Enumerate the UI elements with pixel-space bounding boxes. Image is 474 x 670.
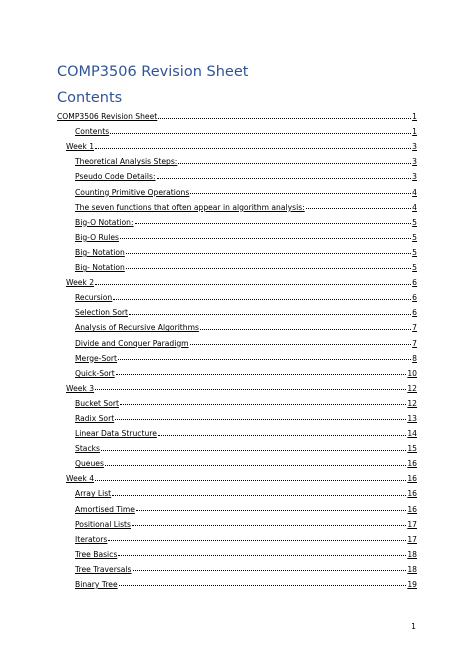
toc-entry[interactable]: [75, 394, 417, 409]
toc-entry[interactable]: [75, 424, 417, 439]
toc-entry-label: The seven functions that often appear in algorithm analysis:: [75, 202, 305, 212]
toc-entry-page: 16: [407, 474, 417, 484]
toc-dot-leader: [95, 382, 406, 390]
toc-dot-leader: [126, 246, 411, 254]
toc-entry-label: Selection Sort: [75, 308, 128, 318]
toc-entry-page: 3: [412, 172, 417, 182]
toc-entry-label: Divide and Conquer Paradigm: [75, 338, 189, 348]
toc-dot-leader: [133, 563, 407, 571]
toc-entry-page: 12: [407, 383, 417, 393]
toc-dot-leader: [190, 337, 412, 345]
toc-heading: Contents: [57, 90, 123, 106]
toc-entry[interactable]: [75, 258, 417, 273]
toc-entry[interactable]: [75, 228, 417, 243]
toc-dot-leader: [118, 352, 411, 360]
toc-entry-page: 5: [412, 247, 417, 257]
toc-dot-leader: [306, 201, 411, 209]
toc-entry-label: Iterators: [75, 534, 108, 544]
toc-dot-leader: [118, 548, 406, 556]
toc-entry-page: 6: [412, 308, 417, 318]
toc-entry[interactable]: [75, 484, 417, 499]
toc-entry-page: 12: [407, 398, 417, 408]
toc-entry-page: 6: [412, 293, 417, 303]
toc-dot-leader: [116, 367, 407, 375]
toc-dot-leader: [158, 111, 411, 119]
table-of-contents: [57, 107, 417, 590]
toc-entry[interactable]: [75, 439, 417, 454]
page-number: 1: [411, 622, 416, 631]
toc-entry-page: 17: [407, 519, 417, 529]
toc-entry[interactable]: [75, 182, 417, 197]
toc-entry-page: 16: [407, 504, 417, 514]
toc-entry[interactable]: [75, 122, 417, 137]
toc-entry[interactable]: [75, 333, 417, 348]
toc-entry-label: Radix Sort: [75, 413, 115, 423]
toc-dot-leader: [135, 216, 412, 224]
toc-entry-label: Stacks: [75, 444, 100, 454]
toc-dot-leader: [101, 443, 406, 451]
toc-entry[interactable]: [75, 515, 417, 530]
toc-dot-leader: [95, 473, 406, 481]
toc-entry-label: Tree Basics: [75, 549, 118, 559]
toc-entry[interactable]: [57, 107, 417, 122]
toc-entry-label: Binary Tree: [75, 580, 118, 589]
toc-entry[interactable]: [75, 243, 417, 258]
toc-entry-label: Big-O Notation:: [75, 217, 134, 227]
toc-entry-label: Week 1: [66, 142, 95, 152]
toc-dot-leader: [108, 533, 406, 541]
toc-entry[interactable]: [75, 318, 417, 333]
toc-entry-page: 18: [407, 549, 417, 559]
toc-entry-page: 16: [407, 459, 417, 469]
toc-entry-page: 15: [407, 444, 417, 454]
toc-entry-page: 8: [412, 353, 417, 363]
toc-entry-page: 4: [412, 202, 417, 212]
toc-entry-page: 17: [407, 534, 417, 544]
toc-entry[interactable]: [75, 288, 417, 303]
toc-entry-label: Linear Data Structure: [75, 429, 157, 439]
toc-dot-leader: [157, 171, 412, 179]
toc-entry-label: Bucket Sort: [75, 398, 119, 408]
toc-dot-leader: [112, 488, 406, 496]
toc-entry[interactable]: [75, 454, 417, 469]
toc-entry-label: Big- Notation: [75, 247, 125, 257]
toc-entry[interactable]: [75, 560, 417, 575]
toc-entry[interactable]: [75, 575, 417, 590]
toc-entry[interactable]: [75, 152, 417, 167]
toc-entry[interactable]: [66, 273, 417, 288]
toc-dot-leader: [129, 307, 411, 315]
toc-dot-leader: [120, 397, 406, 405]
toc-dot-leader: [132, 518, 406, 526]
toc-entry-label: Merge-Sort: [75, 353, 118, 363]
toc-entry-label: Amortised Time: [75, 504, 135, 514]
toc-entry-label: Tree Traversals: [75, 564, 132, 574]
toc-entry-page: 18: [407, 564, 417, 574]
toc-entry-label: Positional Lists: [75, 519, 131, 529]
toc-entry-page: 6: [412, 278, 417, 288]
toc-entry-page: 3: [412, 157, 417, 167]
toc-entry-page: 5: [412, 263, 417, 273]
toc-entry[interactable]: [75, 167, 417, 182]
toc-entry-page: 7: [412, 323, 417, 333]
toc-entry[interactable]: [66, 469, 417, 484]
toc-entry-label: Queues: [75, 459, 104, 469]
toc-dot-leader: [115, 412, 406, 420]
toc-entry-label: Quick-Sort: [75, 368, 115, 378]
toc-dot-leader: [200, 322, 411, 330]
toc-dot-leader: [178, 156, 411, 164]
toc-entry-page: 3: [412, 142, 417, 152]
toc-entry-page: 7: [412, 338, 417, 348]
toc-dot-leader: [95, 277, 411, 285]
toc-entry[interactable]: [75, 364, 417, 379]
toc-dot-leader: [120, 231, 411, 239]
document-title: COMP3506 Revision Sheet: [57, 64, 249, 80]
toc-dot-leader: [95, 141, 411, 149]
toc-entry-label: COMP3506 Revision Sheet: [57, 112, 158, 122]
toc-entry-page: 1: [412, 112, 417, 122]
toc-dot-leader: [119, 578, 407, 586]
toc-entry[interactable]: [75, 303, 417, 318]
toc-entry-page: 4: [412, 187, 417, 197]
toc-dot-leader: [126, 261, 411, 269]
toc-entry-label: Week 4: [66, 474, 95, 484]
toc-entry[interactable]: [75, 349, 417, 364]
toc-dot-leader: [113, 292, 411, 300]
toc-entry[interactable]: [66, 137, 417, 152]
toc-dot-leader: [136, 503, 406, 511]
toc-entry-page: 16: [407, 489, 417, 499]
toc-entry[interactable]: [75, 499, 417, 514]
toc-entry-label: Week 3: [66, 383, 95, 393]
toc-entry-label: Array List: [75, 489, 112, 499]
toc-dot-leader: [190, 186, 411, 194]
toc-entry-page: 19: [407, 580, 417, 589]
toc-entry[interactable]: [75, 198, 417, 213]
toc-entry-page: 5: [412, 232, 417, 242]
toc-entry[interactable]: [75, 530, 417, 545]
toc-entry-label: Recursion: [75, 293, 113, 303]
toc-entry-label: Week 2: [66, 278, 95, 288]
toc-entry[interactable]: [75, 213, 417, 228]
toc-entry-label: Counting Primitive Operations: [75, 187, 190, 197]
toc-dot-leader: [105, 458, 406, 466]
toc-entry-page: 14: [407, 429, 417, 439]
toc-entry[interactable]: [75, 409, 417, 424]
toc-dot-leader: [110, 126, 411, 134]
toc-entry-page: 5: [412, 217, 417, 227]
toc-entry-label: Theoretical Analysis Steps:: [75, 157, 178, 167]
toc-entry-page: 13: [407, 413, 417, 423]
toc-entry[interactable]: [66, 379, 417, 394]
toc-entry-label: Contents: [75, 127, 110, 137]
toc-entry-label: Big-O Rules: [75, 232, 119, 242]
toc-dot-leader: [158, 428, 406, 436]
toc-entry-label: Big- Notation: [75, 263, 125, 273]
toc-entry[interactable]: [75, 545, 417, 560]
toc-entry-page: 1: [412, 127, 417, 137]
toc-entry-label: Pseudo Code Details:: [75, 172, 156, 182]
toc-entry-page: 10: [407, 368, 417, 378]
toc-entry-label: Analysis of Recursive Algorithms: [75, 323, 199, 333]
